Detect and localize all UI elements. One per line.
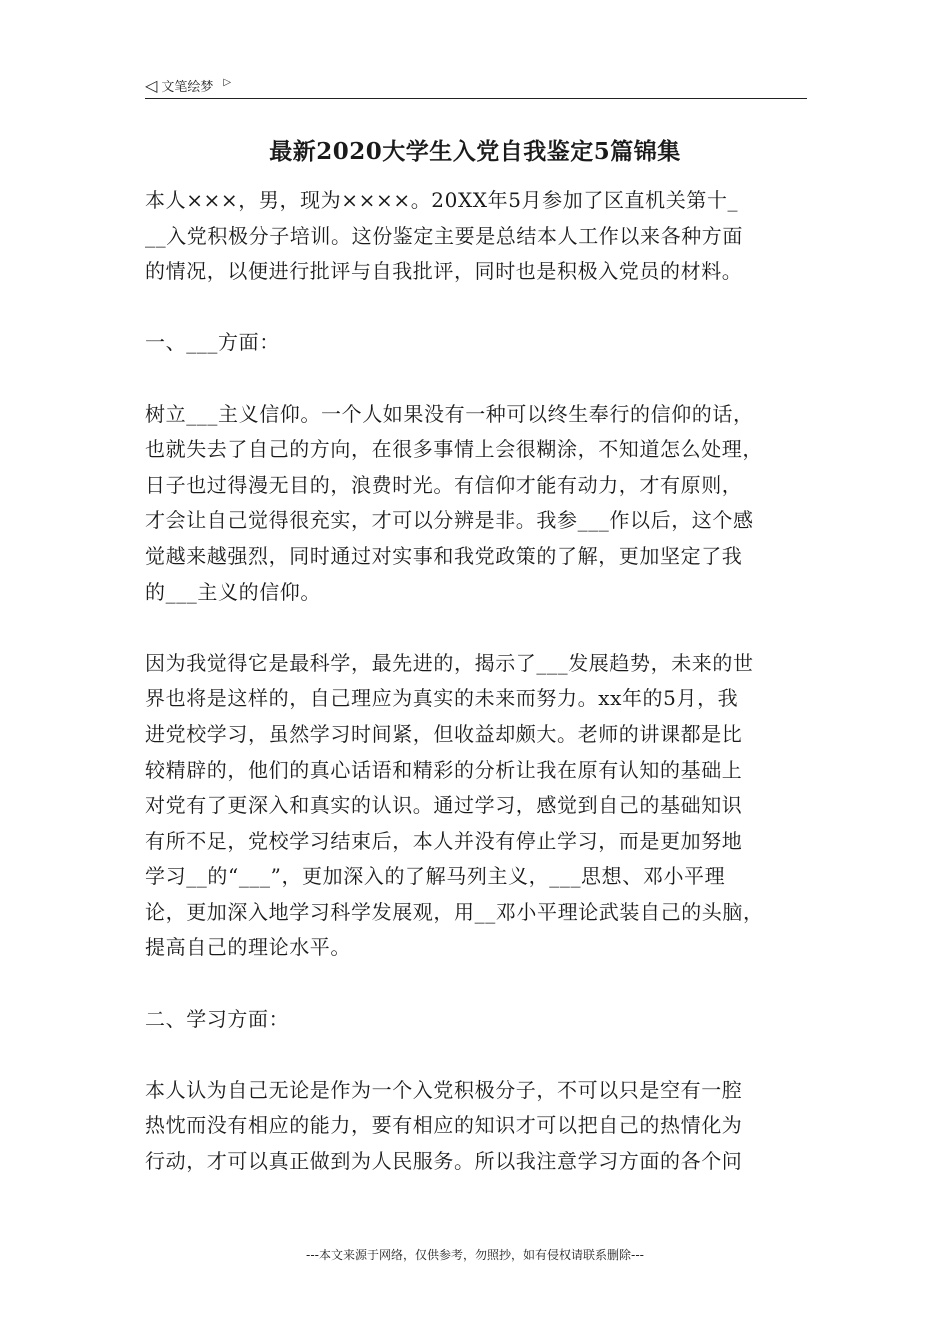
paragraph [145, 325, 810, 361]
text-line: 二、学习方面： [145, 1006, 290, 1031]
text-line: 行动，才可以真正做到为人民服务。所以我注意学习方面的各个问 [145, 1149, 743, 1174]
text-line: 的情况，以便进行批评与自我批评，同时也是积极入党员的材料。 [145, 259, 743, 284]
text-line: 对党有了更深入和真实的认识。通过学习，感觉到自己的基础知识 [145, 793, 743, 818]
text-line: 一、___方面： [145, 330, 280, 355]
text-line: 界也将是这样的，自己理应为真实的未来而努力。xx年的5月，我 [145, 686, 739, 711]
document-title: 最新2020大学生入党自我鉴定5篇锦集 [269, 138, 681, 165]
text-line: 较精辟的，他们的真心话语和精彩的分析让我在原有认知的基础上 [145, 757, 743, 782]
text-line: 树立___主义信仰。一个人如果没有一种可以终生奉行的信仰的话， [145, 401, 754, 426]
brand-label: 文笔绘梦 [161, 80, 214, 95]
triangle-left-icon: ◁ [145, 75, 158, 95]
text-line: 提高自己的理论水平。 [145, 935, 351, 960]
text-line: 觉越来越强烈，同时通过对实事和我党政策的了解，更加坚定了我 [145, 543, 743, 568]
paragraph [145, 183, 810, 290]
text-line: 本人×××，男，现为××××。20XX年5月参加了区直机关第十_ [145, 188, 739, 212]
footer-disclaimer: ---本文来源于网络，仅供参考，勿照抄，如有侵权请联系删除--- [306, 1248, 644, 1262]
text-line: 也就失去了自己的方向，在很多事情上会很糊涂，不知道怎么处理， [145, 437, 763, 462]
brand [145, 76, 231, 95]
text-line: __入党积极分子培训。这份鉴定主要是总结本人工作以来各种方面 [145, 223, 743, 248]
paragraph [145, 397, 810, 611]
text-line: 热忱而没有相应的能力，要有相应的知识才可以把自己的热情化为 [145, 1113, 743, 1138]
text-line: 论，更加深入地学习科学发展观，用__邓小平理论武装自己的头脑， [145, 899, 764, 924]
page-header [145, 72, 807, 99]
text-line: 进党校学习，虽然学习时间紧，但收益却颇大。老师的讲课都是比 [145, 721, 743, 746]
paragraph [145, 646, 810, 966]
paragraph [145, 1002, 810, 1038]
text-line: 有所不足，党校学习结束后，本人并没有停止学习，而是更加努地 [145, 828, 743, 853]
text-line: 学习__的“___”，更加深入的了解马列主义，___思想、邓小平理 [145, 864, 726, 889]
triangle-right-icon: ▷ [223, 76, 232, 88]
text-line: 因为我觉得它是最科学，最先进的，揭示了___发展趋势，未来的世 [145, 650, 754, 675]
document-body [145, 183, 810, 1215]
text-line: 的___主义的信仰。 [145, 579, 321, 604]
text-line: 才会让自己觉得很充实，才可以分辨是非。我参___作以后，这个感 [145, 508, 754, 533]
text-line: 本人认为自己无论是作为一个入党积极分子，不可以只是空有一腔 [145, 1077, 743, 1102]
text-line: 日子也过得漫无目的，浪费时光。有信仰才能有动力，才有原则， [145, 472, 743, 497]
paragraph [145, 1073, 810, 1180]
